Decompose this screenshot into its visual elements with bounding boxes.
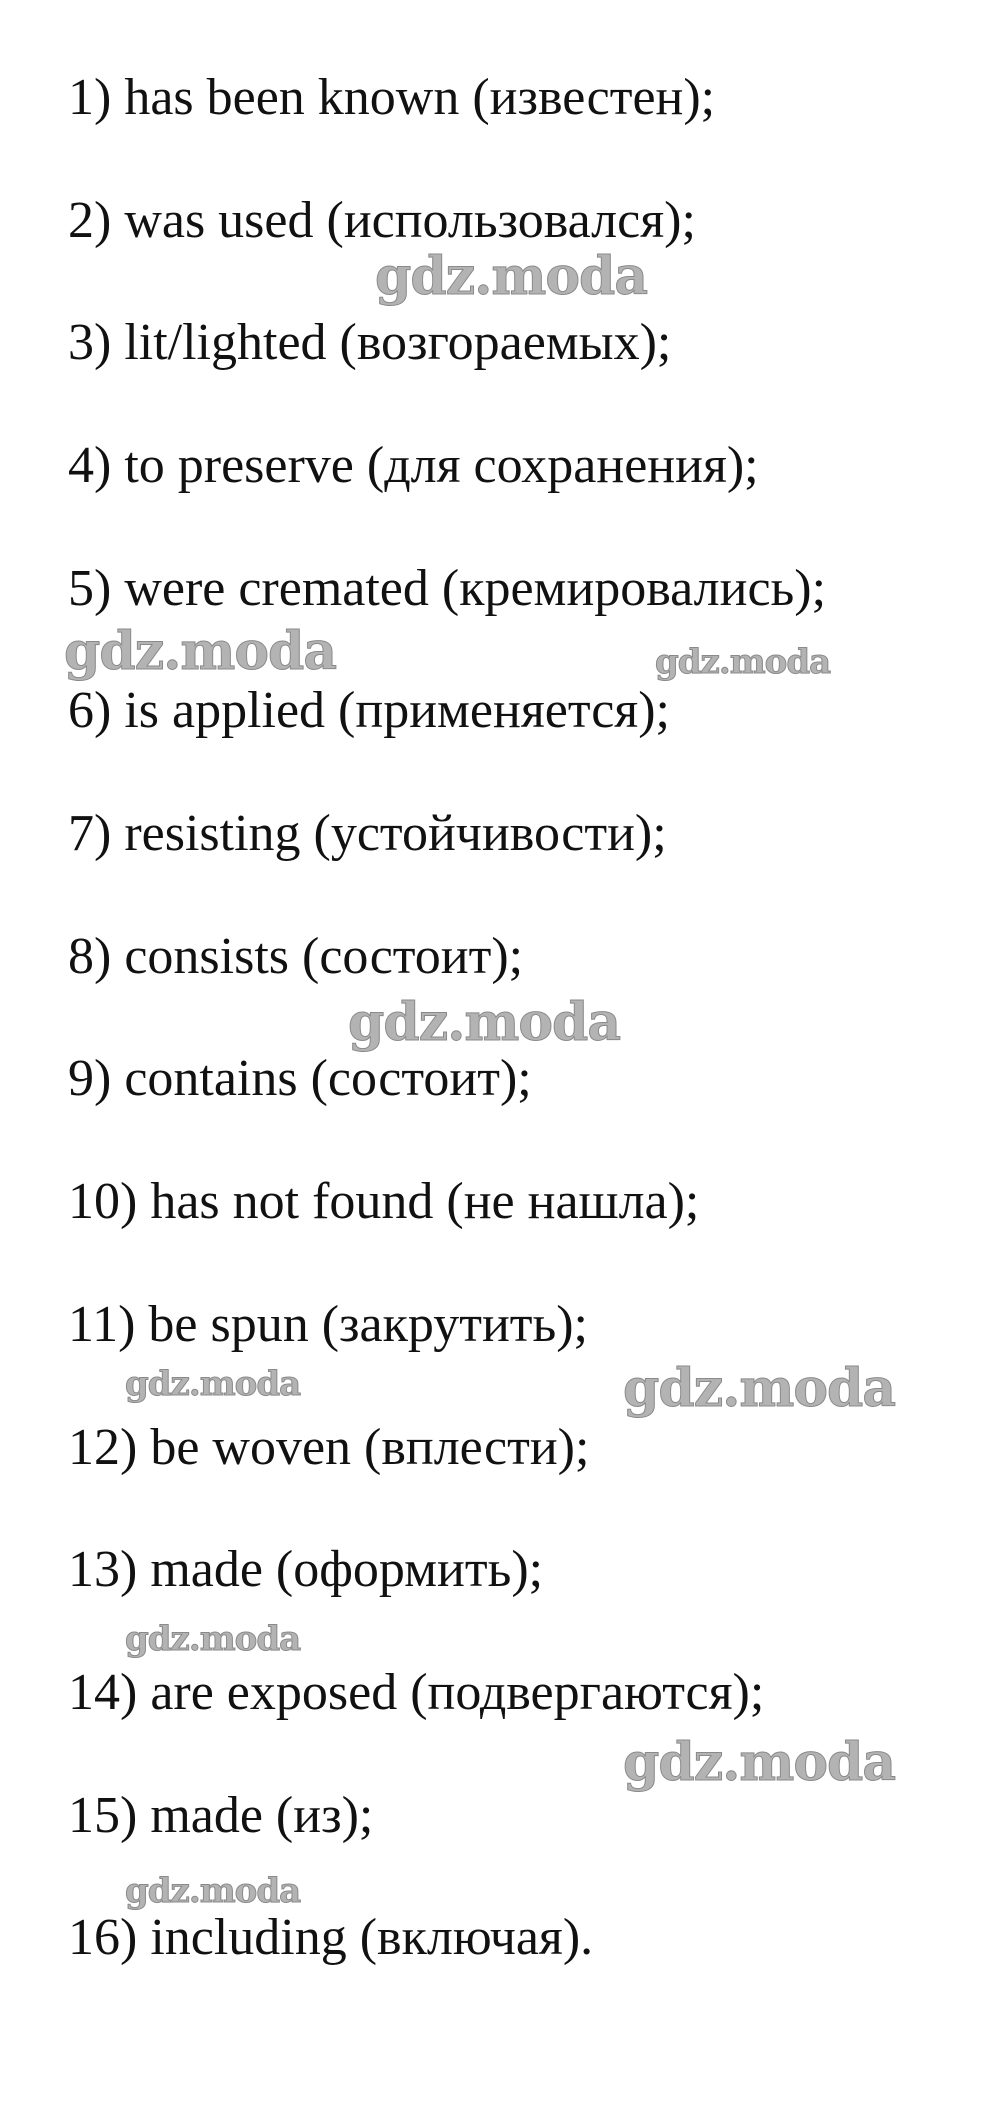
- answer-line: 12) be woven (вплести);: [68, 1419, 590, 1476]
- answer-line: 10) has not found (не нашла);: [68, 1173, 700, 1230]
- answer-line: 16) including (включая).: [68, 1909, 594, 1966]
- answer-line: 8) consists (состоит);: [68, 928, 524, 985]
- watermark: gdz.moda: [655, 642, 831, 682]
- watermark: gdz.moda: [623, 1358, 896, 1419]
- watermark: gdz.moda: [125, 1871, 301, 1911]
- answer-line: 7) resisting (устойчивости);: [68, 805, 667, 862]
- answer-line: 4) to preserve (для сохранения);: [68, 437, 759, 494]
- watermark: gdz.moda: [348, 992, 621, 1053]
- answer-line: 13) made (оформить);: [68, 1541, 544, 1598]
- answer-line: 1) has been known (известен);: [68, 69, 716, 126]
- watermark: gdz.moda: [623, 1732, 896, 1793]
- answer-line: 3) lit/lighted (возгораемых);: [68, 314, 672, 371]
- answer-line: 6) is applied (применяется);: [68, 682, 670, 739]
- answer-line: 2) was used (использовался);: [68, 192, 696, 249]
- watermark: gdz.moda: [375, 246, 648, 307]
- answer-line: 9) contains (состоит);: [68, 1050, 532, 1107]
- answer-line: 5) were cremated (кремировались);: [68, 560, 827, 617]
- answer-line: 15) made (из);: [68, 1787, 374, 1844]
- answer-line: 11) be spun (закрутить);: [68, 1296, 588, 1353]
- answer-line: 14) are exposed (подвергаются);: [68, 1664, 765, 1721]
- watermark: gdz.moda: [125, 1619, 301, 1659]
- watermark: gdz.moda: [125, 1364, 301, 1404]
- watermark: gdz.moda: [64, 621, 337, 682]
